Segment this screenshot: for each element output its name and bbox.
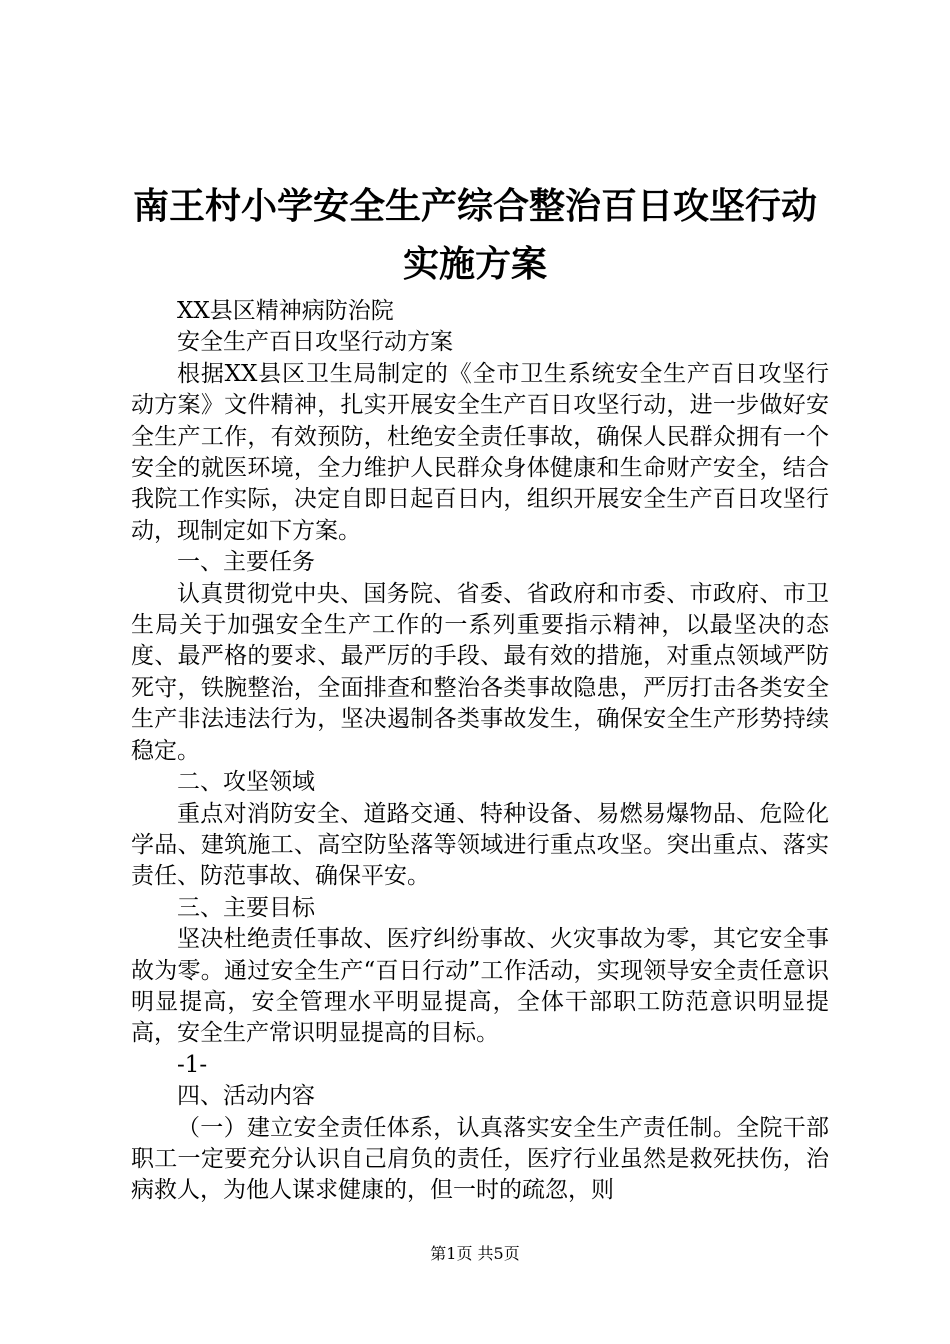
paragraph-key-areas: 重点对消防安全、道路交通、特种设备、易燃易爆物品、危险化学品、建筑施工、高空防坠落等领域进行重点攻坚。突出重点、落实责任、防范事故、确保平安。: [131, 800, 829, 890]
paragraph-plan-name: 安全生产百日攻坚行动方案: [177, 329, 453, 356]
paragraph-intro: 根据XX县区卫生局制定的《全市卫生系统安全生产百日攻坚行动方案》文件精神，扎实开展安全生产百日攻坚行动，进一步做好安全生产工作，有效预防，杜绝安全责任事故，确保人民群众拥有一个安全的就医环境，全力维护人民群众身体健康和生命财产安全，结合我院工作实际，决定自即日起百日内，组织开展安全生产百日攻坚行动，现制定如下方案。: [131, 360, 829, 544]
paragraph-org-name: XX县区精神病防治院: [177, 298, 394, 324]
heading-activities: 四、活动内容: [177, 1083, 315, 1110]
document-title: 南王村小学安全生产综合整治百日攻坚行动实施方案: [132, 186, 817, 285]
document-body: [131, 296, 829, 1207]
heading-main-tasks: 一、主要任务: [177, 549, 315, 576]
paragraph-main-tasks: 认真贯彻党中央、国务院、省委、省政府和市委、市政府、市卫生局关于加强安全生产工作的一系列重要指示精神，以最坚决的态度、最严格的要求、最严厉的手段、最有效的措施，对重点领域严防死守，铁腕整治，全面排查和整治各类事故隐患，严厉打击各类安全生产非法违法行为，坚决遏制各类事故发生，确保安全生产形势持续稳定。: [131, 580, 829, 764]
heading-main-goals: 三、主要目标: [177, 894, 315, 921]
paragraph-activities-1: （一）建立安全责任体系，认真落实安全生产责任制。全院干部职工一定要充分认识自己肩负的责任，医疗行业虽然是救死扶伤，治病救人，为他人谋求健康的，但一时的疏忽，则: [131, 1114, 829, 1204]
heading-key-areas: 二、攻坚领域: [177, 769, 315, 796]
inline-page-marker: -1-: [177, 1051, 208, 1078]
page-footer: 第1页 共5页: [430, 1244, 520, 1263]
paragraph-main-goals: 坚决杜绝责任事故、医疗纠纷事故、火灾事故为零，其它安全事故为零。通过安全生产“百日行动”工作活动，实现领导安全责任意识明显提高，安全管理水平明显提高，全体干部职工防范意识明显提高，安全生产常识明显提高的目标。: [131, 926, 829, 1047]
